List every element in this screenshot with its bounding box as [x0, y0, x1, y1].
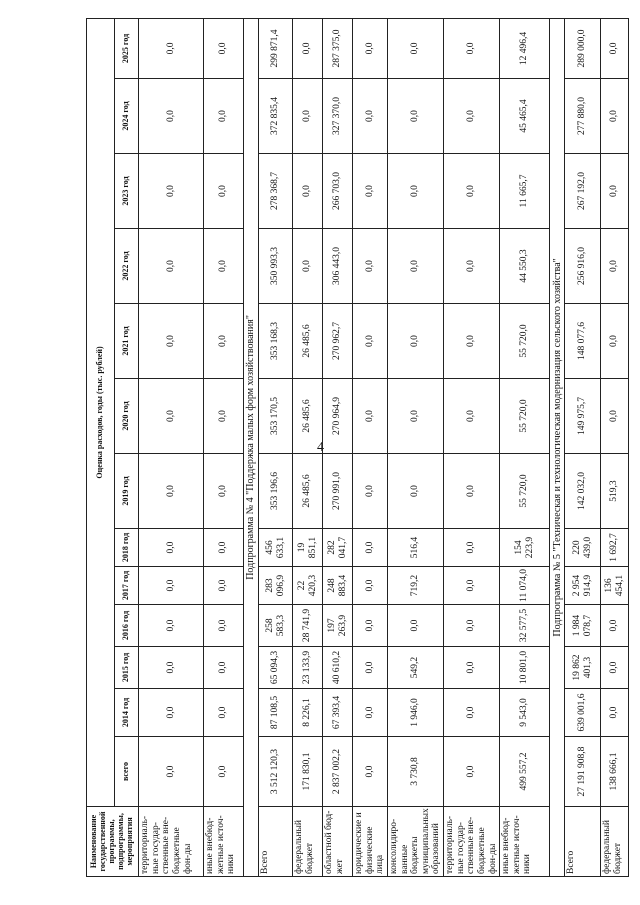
table-cell: 1 984 078,7: [565, 605, 601, 647]
table-cell: 0,0: [204, 454, 244, 529]
table-cell: 27 191 908,8: [565, 737, 601, 807]
table-cell: 0,0: [601, 304, 629, 379]
table-cell: 258 583,3: [259, 605, 293, 647]
table-cell: 0,0: [139, 229, 204, 304]
table-cell: 55 720,0: [500, 454, 550, 529]
table-cell: 0,0: [353, 647, 388, 689]
table-cell: 0,0: [139, 79, 204, 154]
table-cell: 499 557,2: [500, 737, 550, 807]
table-cell: 55 720,0: [500, 379, 550, 454]
section-row: [550, 18, 565, 876]
table-cell: 0,0: [444, 689, 500, 737]
table-cell: 0,0: [204, 737, 244, 807]
table-cell: 0,0: [444, 79, 500, 154]
table-cell: 0,0: [444, 379, 500, 454]
header-estimate: Оценка расходов, годы (тыс. рублей): [87, 18, 115, 806]
row-label: иные внебюд-жетные источ-ники: [500, 807, 550, 877]
budget-table: [86, 18, 629, 877]
table-cell: 0,0: [204, 79, 244, 154]
table-row: [601, 18, 629, 876]
table-cell: 0,0: [293, 18, 323, 78]
table-cell: 278 368,7: [259, 154, 293, 229]
table-cell: 0,0: [444, 304, 500, 379]
column-header: всего: [115, 737, 139, 807]
table-cell: 0,0: [139, 689, 204, 737]
table-cell: 0,0: [601, 79, 629, 154]
table-cell: 220 439,0: [565, 529, 601, 567]
table-cell: 0,0: [444, 229, 500, 304]
table-row: [259, 18, 293, 876]
table-cell: 270 962,7: [323, 304, 353, 379]
table-cell: 266 703,0: [323, 154, 353, 229]
table-cell: 11 074,0: [500, 567, 550, 605]
table-cell: 0,0: [139, 304, 204, 379]
table-cell: 2 954 914,9: [565, 567, 601, 605]
table-cell: 0,0: [139, 647, 204, 689]
table-cell: 10 801,0: [500, 647, 550, 689]
table-cell: 1 692,7: [601, 529, 629, 567]
table-cell: 0,0: [353, 154, 388, 229]
table-cell: 0,0: [204, 229, 244, 304]
row-label: федеральный бюджет: [293, 807, 323, 877]
row-label: территориаль-ные государ-ственные вне-бюджетные фон-ды: [444, 807, 500, 877]
table-cell: 0,0: [387, 605, 443, 647]
table-cell: 65 094,3: [259, 647, 293, 689]
table-cell: 0,0: [353, 229, 388, 304]
table-cell: 0,0: [353, 689, 388, 737]
table-cell: 0,0: [204, 647, 244, 689]
table-cell: 40 610,2: [323, 647, 353, 689]
table-row: [444, 18, 500, 876]
column-header: 2025 год: [115, 18, 139, 78]
page-number: 4: [317, 440, 324, 455]
table-cell: 0,0: [387, 154, 443, 229]
table-cell: 0,0: [139, 154, 204, 229]
table-cell: 283 096,9: [259, 567, 293, 605]
table-cell: 270 991,0: [323, 454, 353, 529]
column-header: 2022 год: [115, 229, 139, 304]
table-cell: 44 550,3: [500, 229, 550, 304]
table-row: [323, 18, 353, 876]
table-cell: 0,0: [353, 379, 388, 454]
table-cell: 3 730,8: [387, 737, 443, 807]
table-cell: 353 196,6: [259, 454, 293, 529]
table-cell: 0,0: [444, 567, 500, 605]
table-cell: 353 168,3: [259, 304, 293, 379]
table-cell: 0,0: [601, 647, 629, 689]
table-cell: 0,0: [139, 529, 204, 567]
table-cell: 0,0: [204, 154, 244, 229]
column-header: 2016 год: [115, 605, 139, 647]
table-cell: 28 741,9: [293, 605, 323, 647]
column-header: 2024 год: [115, 79, 139, 154]
column-header: 2020 год: [115, 379, 139, 454]
table-cell: 456 633,1: [259, 529, 293, 567]
table-cell: 0,0: [204, 567, 244, 605]
table-cell: 0,0: [353, 18, 388, 78]
column-header: 2017 год: [115, 567, 139, 605]
table-cell: 0,0: [139, 454, 204, 529]
table-cell: 0,0: [293, 154, 323, 229]
table-cell: 19 862 401,3: [565, 647, 601, 689]
table-cell: 148 077,6: [565, 304, 601, 379]
table-cell: 0,0: [601, 18, 629, 78]
column-header: 2021 год: [115, 304, 139, 379]
row-label: Всего: [259, 807, 293, 877]
row-label: Всего: [565, 807, 601, 877]
row-label: территориаль-ные государ-ственные вне-бюджетные фон-ды: [139, 807, 204, 877]
table-cell: 0,0: [204, 605, 244, 647]
row-label: иные внебюд-жетные источ-ники: [204, 807, 244, 877]
table-cell: 11 665,7: [500, 154, 550, 229]
table-cell: 8 226,1: [293, 689, 323, 737]
row-label: областной бюд-жет: [323, 807, 353, 877]
table-cell: 353 170,5: [259, 379, 293, 454]
table-cell: 23 133,9: [293, 647, 323, 689]
table-cell: 0,0: [353, 304, 388, 379]
table-cell: 67 393,4: [323, 689, 353, 737]
table-cell: 12 496,4: [500, 18, 550, 78]
table-cell: 267 192,0: [565, 154, 601, 229]
table-cell: 0,0: [444, 647, 500, 689]
table-cell: 0,0: [601, 689, 629, 737]
table-cell: 0,0: [353, 454, 388, 529]
table-row: [565, 18, 601, 876]
table-cell: 26 485,6: [293, 304, 323, 379]
row-label: юридические и физические лица: [353, 807, 388, 877]
table-cell: 0,0: [601, 605, 629, 647]
table-cell: 289 000,0: [565, 18, 601, 78]
table-cell: 142 032,0: [565, 454, 601, 529]
table-cell: 0,0: [139, 567, 204, 605]
table-cell: 0,0: [444, 18, 500, 78]
table-cell: 0,0: [387, 304, 443, 379]
table-row: [204, 18, 244, 876]
table-cell: 136 454,1: [601, 567, 629, 605]
table-cell: 282 041,7: [323, 529, 353, 567]
table-cell: 0,0: [601, 379, 629, 454]
table-row: [139, 18, 204, 876]
table-cell: 350 993,3: [259, 229, 293, 304]
column-header: 2015 год: [115, 647, 139, 689]
table-cell: 270 964,9: [323, 379, 353, 454]
table-cell: 55 720,0: [500, 304, 550, 379]
table-cell: 516,4: [387, 529, 443, 567]
table-cell: 9 543,0: [500, 689, 550, 737]
table-cell: 0,0: [204, 18, 244, 78]
table-cell: 256 916,0: [565, 229, 601, 304]
table-cell: 149 975,7: [565, 379, 601, 454]
table-cell: 0,0: [387, 379, 443, 454]
table-row: [353, 18, 388, 876]
section-title: Подпрограмма № 5 "Техническая и технологическая модернизация сельского хозяйства": [550, 18, 565, 876]
table-cell: 0,0: [139, 18, 204, 78]
table-cell: 0,0: [387, 79, 443, 154]
table-cell: 277 880,0: [565, 79, 601, 154]
column-header: 2023 год: [115, 154, 139, 229]
table-cell: 0,0: [387, 18, 443, 78]
section-row: [244, 18, 259, 876]
table-cell: 45 465,4: [500, 79, 550, 154]
table-cell: 1 946,0: [387, 689, 443, 737]
table-cell: 138 666,1: [601, 737, 629, 807]
table-cell: 549,2: [387, 647, 443, 689]
table-cell: 0,0: [204, 529, 244, 567]
table-cell: 0,0: [387, 454, 443, 529]
table-row: [387, 18, 443, 876]
table-cell: 0,0: [204, 689, 244, 737]
row-label: федеральный бюджет: [601, 807, 629, 877]
table-row: [293, 18, 323, 876]
table-cell: 0,0: [139, 605, 204, 647]
table-cell: 0,0: [444, 529, 500, 567]
table-cell: 22 420,3: [293, 567, 323, 605]
column-header: 2014 год: [115, 689, 139, 737]
table-cell: 0,0: [601, 229, 629, 304]
table-cell: 171 830,1: [293, 737, 323, 807]
table-cell: 639 001,6: [565, 689, 601, 737]
table-cell: 0,0: [444, 605, 500, 647]
table-cell: 26 485,6: [293, 454, 323, 529]
table-cell: 372 835,4: [259, 79, 293, 154]
table-cell: 0,0: [353, 79, 388, 154]
table-cell: 0,0: [444, 737, 500, 807]
table-cell: 0,0: [353, 737, 388, 807]
table-cell: 299 871,4: [259, 18, 293, 78]
table-cell: 0,0: [387, 229, 443, 304]
table-cell: 248 883,4: [323, 567, 353, 605]
column-header: 2019 год: [115, 454, 139, 529]
table-cell: 327 370,0: [323, 79, 353, 154]
table-cell: 287 375,0: [323, 18, 353, 78]
section-title: Подпрограмма № 4 "Поддержка малых форм хозяйствования": [244, 18, 259, 876]
table-cell: 0,0: [293, 229, 323, 304]
table-cell: 32 577,5: [500, 605, 550, 647]
header-name: Наименование государственной программы, подпрограммы, мероприятия: [87, 807, 139, 877]
table-cell: 0,0: [601, 154, 629, 229]
table-cell: 0,0: [444, 454, 500, 529]
table-cell: 0,0: [204, 379, 244, 454]
row-label: консолидиро-ванные бюджеты муниципальных образований: [387, 807, 443, 877]
table-cell: 26 485,6: [293, 379, 323, 454]
table-cell: 0,0: [353, 567, 388, 605]
table-cell: 0,0: [444, 154, 500, 229]
table-cell: 3 512 120,3: [259, 737, 293, 807]
table-cell: 0,0: [293, 79, 323, 154]
table-cell: 519,3: [601, 454, 629, 529]
table-cell: 0,0: [139, 379, 204, 454]
table-cell: 19 851,1: [293, 529, 323, 567]
table-row: [500, 18, 550, 876]
table-cell: 87 108,5: [259, 689, 293, 737]
table-cell: 0,0: [353, 529, 388, 567]
table-cell: 197 263,9: [323, 605, 353, 647]
table-cell: 0,0: [353, 605, 388, 647]
table-cell: 154 223,9: [500, 529, 550, 567]
column-header: 2018 год: [115, 529, 139, 567]
table-cell: 306 443,0: [323, 229, 353, 304]
table-cell: 719,2: [387, 567, 443, 605]
table-cell: 2 837 002,2: [323, 737, 353, 807]
table-cell: 0,0: [139, 737, 204, 807]
table-cell: 0,0: [204, 304, 244, 379]
